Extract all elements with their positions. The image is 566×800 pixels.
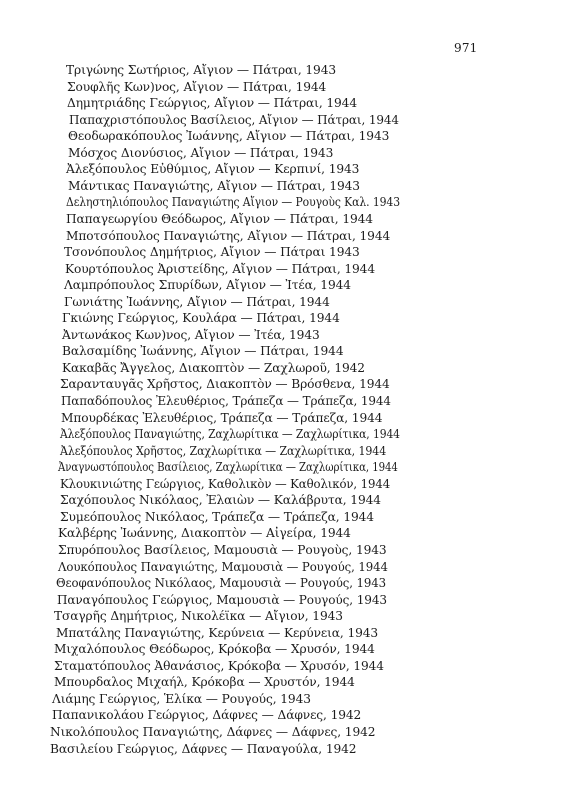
list-item: Τσαγρῆς Δημήτριος, Νικολέϊκα — Αἴγιον, 1943: [54, 609, 343, 623]
list-item: Βασιλείου Γεώργιος, Δάφνες — Παναγούλα, 1942: [50, 742, 357, 756]
list-item: Σαρανταυγᾶς Χρῆστος, Διακοπτὸν — Βρόσθενα, 1944: [60, 377, 390, 391]
list-item: Θεοφανόπουλος Νικόλαος, Μαμουσιὰ — Ρουγούς, 1943: [56, 576, 387, 590]
list-item: Δεληστηλιόπουλος Παναγιώτης Αἴγιον — Ρουγοὺς Καλ. 1943: [66, 195, 400, 209]
list-item: Παπαδόπουλος Ἐλευθέριος, Τράπεζα — Τράπεζα, 1944: [61, 394, 391, 408]
list-item: Παπαγεωργίου Θεόδωρος, Αἴγιον — Πάτραι, 1944: [66, 212, 373, 226]
list-item: Σαχόπουλος Νικόλαος, Ἐλαιὼν — Καλάβρυτα, 1944: [60, 493, 381, 507]
list-item: Λουκόπουλος Παναγιώτης, Μαμουσιὰ — Ρουγούς, 1944: [58, 560, 388, 574]
list-item: Μποτσόπουλος Παναγιώτης, Αἴγιον — Πάτραι, 1944: [66, 229, 391, 243]
list-item: Μάντικας Παναγιώτης, Αἴγιον — Πάτραι, 1943: [68, 179, 360, 193]
list-item: Γωνιάτης Ἰωάννης, Αἴγιον — Πάτραι, 1944: [64, 295, 330, 309]
list-item: Παπανικολάου Γεώργιος, Δάφνες — Δάφνες, 1942: [52, 708, 362, 722]
list-item: Ἀναγνωστόπουλος Βασίλειος, Ζαχλωρίτικα — Ζαχλωρίτικα, 1944: [58, 460, 398, 474]
list-item: Παπαχριστόπουλος Βασίλειος, Αἴγιον — Πάτραι, 1944: [69, 113, 399, 127]
list-item: Κλουκινιώτης Γεώργιος, Καθολικὸν — Καθολικόν, 1944: [60, 477, 391, 491]
list-item: Μιχαλόπουλος Θεόδωρος, Κρόκοβα — Χρυσόν, 1944: [54, 642, 375, 656]
list-item: Λαμπρόπουλος Σπυρίδων, Αἴγιον — Ἰτέα, 1944: [64, 278, 351, 292]
list-item: Μπουρδέκας Ἐλευθέριος, Τράπεζα — Τράπεζα, 1944: [61, 411, 383, 425]
list-item: Σπυρόπουλος Βασίλειος, Μαμουσιὰ — Ρουγοὺς, 1943: [58, 543, 387, 557]
list-item: Ἀλεξόπουλος Παναγιώτης, Ζαχλωρίτικα — Ζαχλωρίτικα, 1944: [60, 427, 400, 441]
list-item: Θεοδωρακόπουλος Ἰωάννης, Αἴγιον — Πάτραι, 1943: [68, 129, 390, 143]
list-item: Νικολόπουλος Παναγιώτης, Δάφνες — Δάφνες, 1942: [50, 725, 376, 739]
list-item: Τριγώνης Σωτήριος, Αἴγιον — Πάτραι, 1943: [66, 63, 337, 77]
list-item: Γκιώνης Γεώργιος, Κουλάρα — Πάτραι, 1944: [62, 311, 340, 325]
list-item: Βαλσαμίδης Ἰωάννης, Αἴγιον — Πάτραι, 1944: [62, 344, 344, 358]
list-item: Συμεόπουλος Νικόλαος, Τράπεζα — Τράπεζα, 1944: [60, 510, 374, 524]
list-item: Καλβέρης Ἰωάννης, Διακοπτὸν — Αἰγείρα, 1944: [58, 526, 351, 540]
list-item: Σταματόπουλος Ἀθανάσιος, Κρόκοβα — Χρυσόν, 1944: [54, 659, 384, 673]
list-item: Ἀλεξόπουλος Χρῆστος, Ζαχλωρίτικα — Ζαχλωρίτικα, 1944: [60, 444, 387, 458]
list-item: Μπουρδαλος Μιχαήλ, Κρόκοβα — Χρυστόν, 1944: [54, 675, 355, 689]
list-item: Λιάμης Γεώργιος, Ἑλίκα — Ρουγούς, 1943: [52, 692, 311, 706]
list-item: Μπατάλης Παναγιώτης, Κερύνεια — Κερύνεια, 1943: [56, 626, 379, 640]
page-number: 971: [454, 41, 478, 55]
list-item: Κουρτόπουλος Ἀριστείδης, Αἴγιον — Πάτραι, 1944: [65, 262, 375, 276]
list-item: Σουφλῆς Κων)νος, Αἴγιον — Πάτραι, 1944: [67, 80, 327, 94]
list-item: Ἀντωνάκος Κων)νος, Αἴγιον — Ἰτέα, 1943: [62, 328, 320, 342]
list-item: Τσονόπουλος Δημήτριος, Αἴγιον — Πάτραι 1943: [64, 245, 360, 259]
list-item: Μόσχος Διονύσιος, Αἴγιον — Πάτραι, 1943: [68, 146, 334, 160]
list-item: Κακαβᾶς Ἄγγελος, Διακοπτὸν — Ζαχλωροῦ, 1942: [62, 361, 365, 375]
list-item: Παναγόπουλος Γεώργιος, Μαμουσιὰ — Ρουγούς, 1943: [57, 593, 387, 607]
list-item: Ἀλεξόπουλος Εὐθύμιος, Αἴγιον — Κερπινί, 1943: [66, 162, 360, 176]
list-item: Δημητριάδης Γεώργιος, Αἴγιον — Πάτραι, 1944: [67, 96, 357, 110]
